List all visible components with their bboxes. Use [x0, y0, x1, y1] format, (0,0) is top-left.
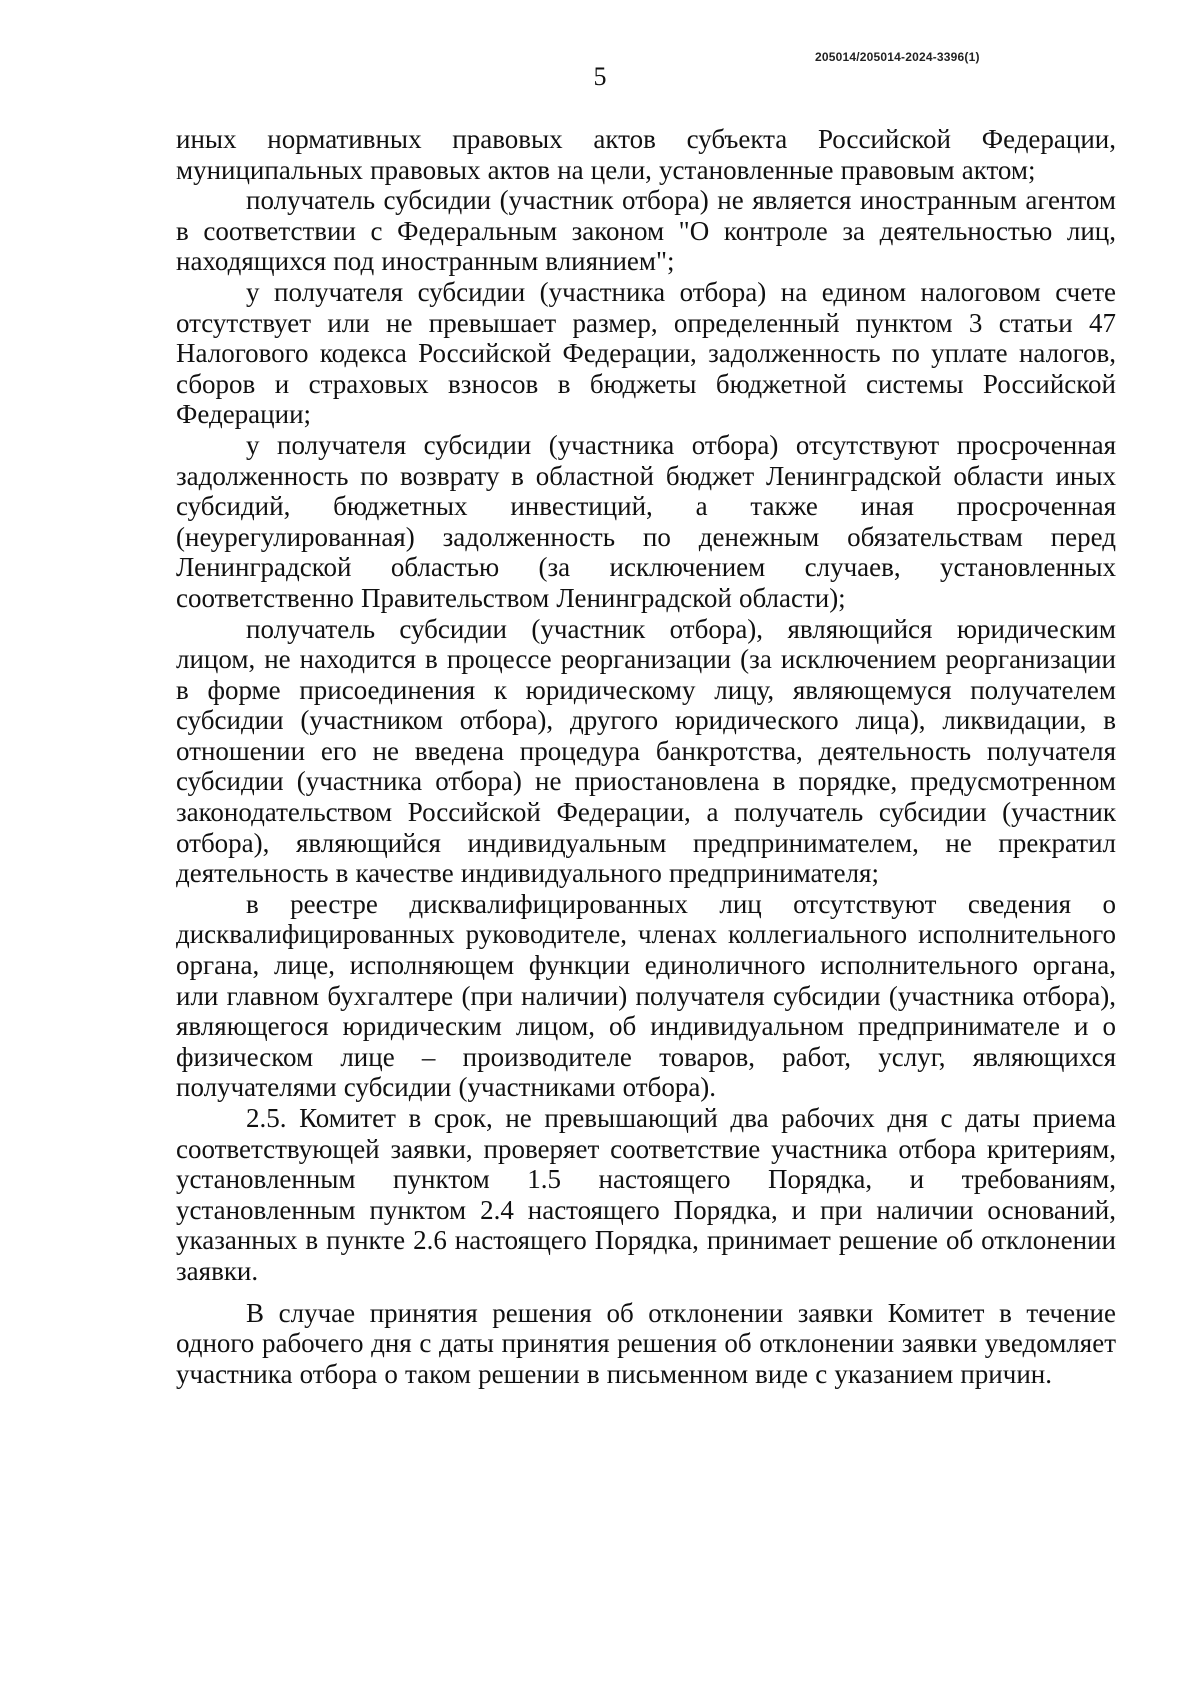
paragraph-foreign-agent: получатель субсидии (участник отбора) не является иностранным агентом в соответствии с Федеральным законом "О контроле за деятельностью лиц, находящихся под иностранным влиянием"; [176, 185, 1116, 277]
paragraph-disqualified-registry: в реестре дисквалифицированных лиц отсутствуют сведения о дисквалифицированных руководителе, членах коллегиального исполнительного органа, лице, исполняющем функции единоличного исполнительного органа, или главном бухгалтере (при наличии) получателя субсидии (участника отбора), являющегося юридическим лицом, об индивидуальном предпринимателе и о физическом лице – производителе товаров, работ, услуг, являющихся получателями субсидии (участниками отбора). [176, 888, 1116, 1103]
document-id: 205014/205014-2024-3396(1) [815, 50, 980, 64]
paragraph-overdue-debt: у получателя субсидии (участника отбора) отсутствуют просроченная задолженность по возврату в областной бюджет Ленинградской области иных субсидий, бюджетных инвестиций, а также иная просроченная (неурегулированная) задолженность по денежным обязательствам перед Ленинградской областью (за исключением случаев, установленных соответственно Правительством Ленинградской области); [176, 429, 1116, 613]
page-number: 5 [593, 62, 607, 91]
paragraph-rejection-notice: В случае принятия решения об отклонении заявки Комитет в течение одного рабочего дня с даты принятия решения об отклонении заявки уведомляет участника отбора о таком решении в письменном виде с указанием причин. [176, 1297, 1116, 1389]
paragraph-continuation: иных нормативных правовых актов субъекта Российской Федерации, муниципальных правовых актов на цели, установленные правовым актом; [176, 124, 1116, 185]
document-body [176, 124, 1116, 1389]
paragraph-tax-debt: у получателя субсидии (участника отбора) на едином налоговом счете отсутствует или не превышает размер, определенный пунктом 3 статьи 47 Налогового кодекса Российской Федерации, задолженность по уплате налогов, сборов и страховых взносов в бюджеты бюджетной системы Российской Федерации; [176, 276, 1116, 430]
paragraph-reorganization: получатель субсидии (участник отбора), являющийся юридическим лицом, не находится в процессе реорганизации (за исключением реорганизации в форме присоединения к юридическому лицу, являющемуся получателем субсидии (участником отбора), другого юридического лица), ликвидации, в отношении его не введена процедура банкротства, деятельность получателя субсидии (участника отбора) не приостановлена в порядке, предусмотренном законодательством Российской Федерации, а получатель субсидии (участник отбора), являющийся индивидуальным предпринимателем, не прекратил деятельность в качестве индивидуального предпринимателя; [176, 613, 1116, 889]
paragraph-clause-2-5: 2.5. Комитет в срок, не превышающий два рабочих дня с даты приема соответствующей заявки, проверяет соответствие участника отбора критериям, установленным пунктом 1.5 настоящего Порядка, и требованиям, установленным пунктом 2.4 настоящего Порядка, и при наличии оснований, указанных в пункте 2.6 настоящего Порядка, принимает решение об отклонении заявки. [176, 1103, 1116, 1286]
